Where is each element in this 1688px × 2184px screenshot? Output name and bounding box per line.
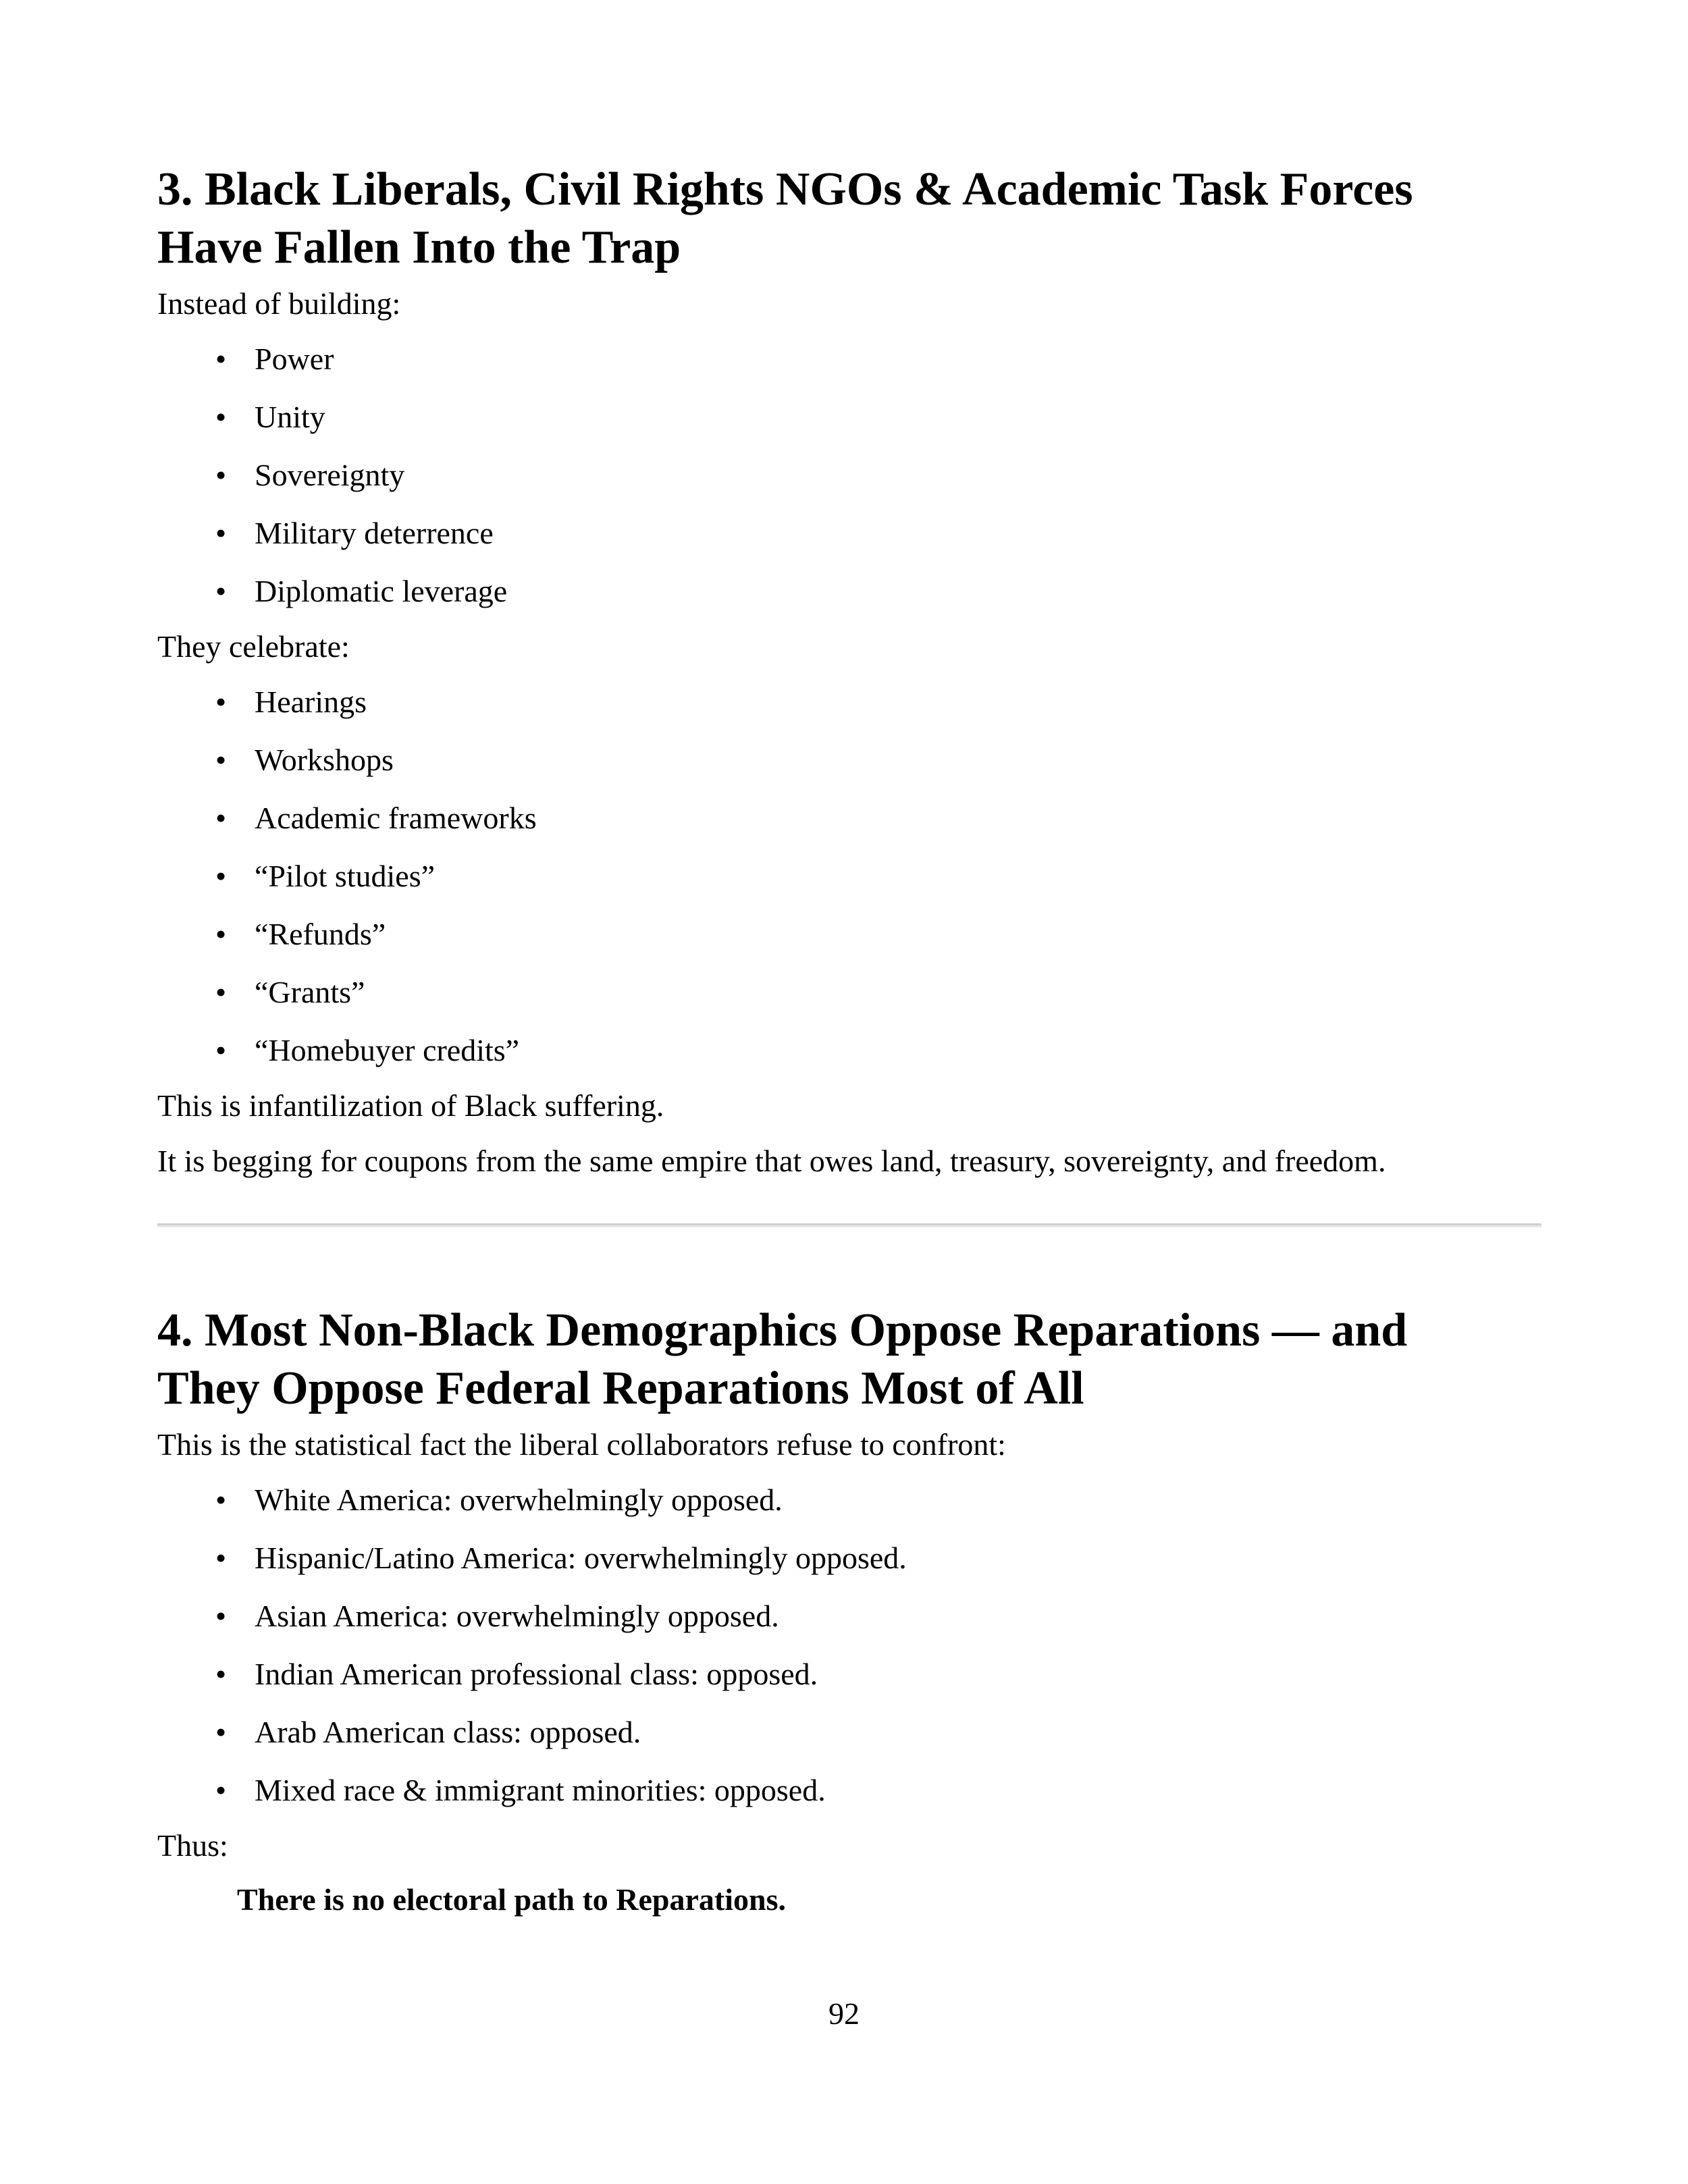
bullet-icon: • xyxy=(215,1033,227,1067)
section-3-heading xyxy=(157,161,1541,277)
section-3-closing-2: It is begging for coupons from the same empire that owes land, treasury, sovereignty, and freedom. xyxy=(157,1144,1386,1178)
list-item: • Sovereignty xyxy=(157,456,1541,494)
list-item: • Indian American professional class: opposed. xyxy=(157,1655,1541,1693)
list-item: • “Homebuyer credits” xyxy=(157,1032,1541,1069)
bullet-icon: • xyxy=(215,516,227,550)
section-3-closing-1: This is infantilization of Black suffering. xyxy=(157,1088,664,1123)
section-4-heading-line-2: They Oppose Federal Reparations Most of All xyxy=(157,1362,1084,1414)
bullet-icon: • xyxy=(215,1541,227,1575)
section-3-list-2 xyxy=(157,683,1541,1069)
bullet-icon: • xyxy=(215,1715,227,1749)
bullet-icon: • xyxy=(215,917,227,951)
horizontal-rule xyxy=(157,1223,1541,1227)
section-4-intro: This is the statistical fact the liberal collaborators refuse to confront: xyxy=(157,1427,1006,1462)
list-item: • Power xyxy=(157,340,1541,378)
list-item: • “Grants” xyxy=(157,974,1541,1011)
bullet-icon: • xyxy=(215,458,227,492)
bullet-icon: • xyxy=(215,801,227,835)
section-4-heading-line-1: 4. Most Non-Black Demographics Oppose Reparations — and xyxy=(157,1304,1408,1356)
bullet-icon: • xyxy=(215,975,227,1009)
section-3-heading-line-2: Have Fallen Into the Trap xyxy=(157,221,681,273)
list-item: • Arab American class: opposed. xyxy=(157,1713,1541,1751)
section-4 xyxy=(157,1302,1541,1919)
bullet-icon: • xyxy=(215,342,227,376)
list-item: • “Pilot studies” xyxy=(157,857,1541,895)
bullet-icon: • xyxy=(215,685,227,719)
bullet-icon: • xyxy=(215,1657,227,1691)
section-3-middle: They celebrate: xyxy=(157,629,350,664)
section-4-thus: Thus: xyxy=(157,1828,228,1863)
list-item: • Mixed race & immigrant minorities: opposed. xyxy=(157,1772,1541,1809)
list-item: • White America: overwhelmingly opposed. xyxy=(157,1481,1541,1519)
bullet-icon: • xyxy=(215,743,227,777)
list-item: • Military deterrence xyxy=(157,514,1541,552)
bullet-icon: • xyxy=(215,400,227,434)
bullet-icon: • xyxy=(215,1599,227,1633)
section-3-intro: Instead of building: xyxy=(157,286,401,321)
list-item: • Diplomatic leverage xyxy=(157,572,1541,610)
section-3-list-1 xyxy=(157,340,1541,610)
section-3-heading-line-1: 3. Black Liberals, Civil Rights NGOs & Academic Task Forces xyxy=(157,163,1413,215)
section-4-heading xyxy=(157,1302,1541,1418)
list-item: • Unity xyxy=(157,398,1541,436)
list-item: • Workshops xyxy=(157,741,1541,779)
bullet-icon: • xyxy=(215,859,227,893)
section-4-list xyxy=(157,1481,1541,1809)
section-3 xyxy=(157,161,1541,1180)
page-number: 92 xyxy=(828,1996,860,2031)
bullet-icon: • xyxy=(215,1773,227,1807)
section-4-emphasis: There is no electoral path to Reparations. xyxy=(237,1882,787,1917)
list-item: • Asian America: overwhelmingly opposed. xyxy=(157,1597,1541,1635)
bullet-icon: • xyxy=(215,1483,227,1517)
list-item: • “Refunds” xyxy=(157,915,1541,953)
list-item: • Hispanic/Latino America: overwhelmingly opposed. xyxy=(157,1539,1541,1577)
list-item: • Academic frameworks xyxy=(157,799,1541,837)
list-item: • Hearings xyxy=(157,683,1541,721)
bullet-icon: • xyxy=(215,574,227,608)
